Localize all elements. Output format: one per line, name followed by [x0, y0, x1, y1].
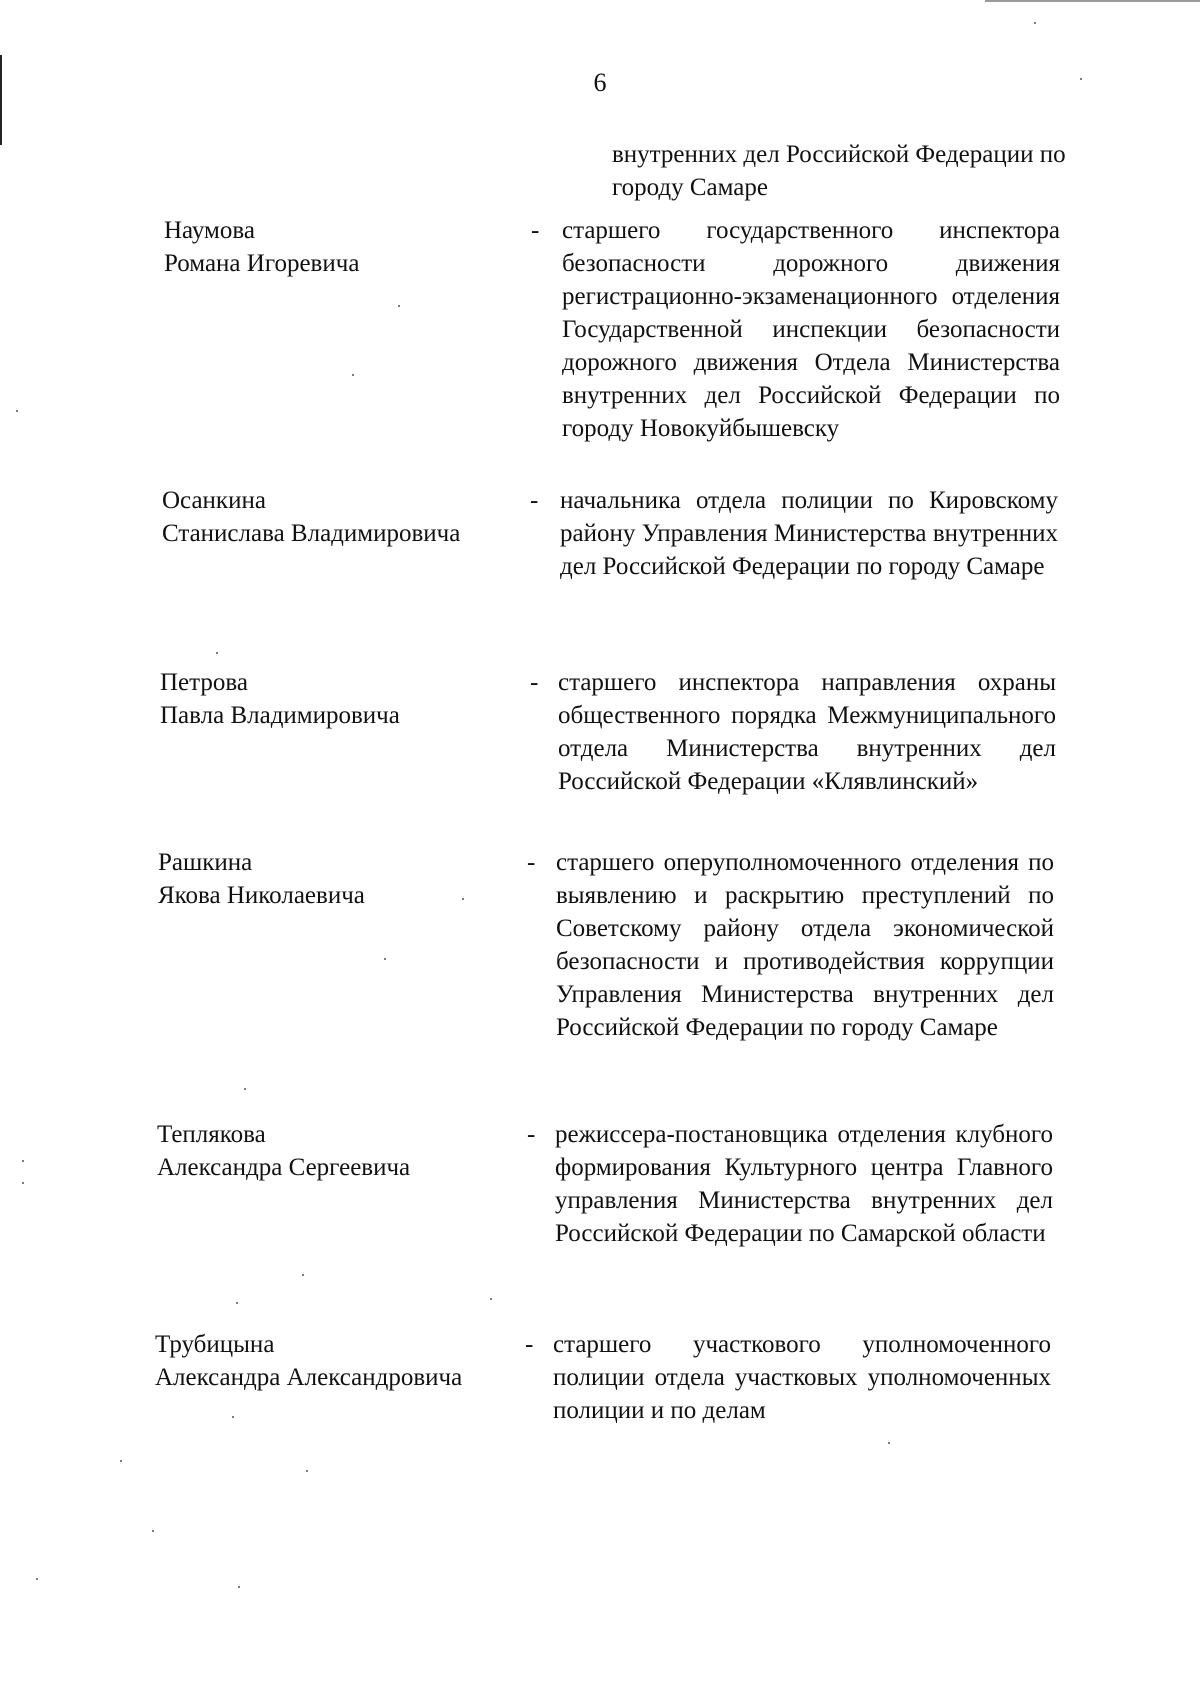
entry-dash: -: [525, 1331, 534, 1358]
scan-speck: [120, 1460, 122, 1462]
continued-position-text: внутренних дел Российской Федерации по городу Самаре: [612, 141, 1066, 201]
appointee-name: [155, 1328, 535, 1394]
scan-speck: [152, 1530, 154, 1532]
scan-speck: [244, 1088, 246, 1090]
entry-dash: -: [527, 1121, 536, 1148]
appointee-position: начальника отдела полиции по Кировскому району Управления Министерства внутренних дел Российской Федерации по городу Самаре: [560, 487, 1058, 580]
scan-speck: [238, 1586, 240, 1588]
scan-speck: [22, 1160, 24, 1162]
appointee-given-names: Якова Николаевича: [158, 882, 365, 909]
appointee-surname: Рашкина: [158, 849, 253, 876]
appointee-surname: Трубицына: [155, 1331, 275, 1358]
scan-speck: [302, 1274, 304, 1276]
appointee-surname: Осанкина: [162, 487, 266, 514]
appointee-position: старшего инспектора направления охраны общественного порядка Межмуниципального отдела Министерства внутренних дел Российской Федерации «Клявлинский»: [558, 669, 1056, 795]
appointee-given-names: Александра Сергеевича: [157, 1154, 411, 1181]
entry-dash: -: [527, 849, 536, 876]
scan-edge-line: [985, 0, 1200, 2]
entry-dash: -: [530, 487, 539, 514]
appointee-position: старшего участкового уполномоченного полиции отдела участковых уполномоченных полиции и по делам: [553, 1331, 1051, 1424]
scan-speck: [352, 374, 354, 376]
scan-speck: [1034, 22, 1036, 24]
appointee-name: [158, 846, 538, 912]
appointee-name: [160, 666, 540, 732]
scan-speck: [490, 1298, 492, 1300]
appointee-position: режиссера-постановщика отделения клубного формирования Культурного центра Главного управления Министерства внутренних дел Российской Федерации по Самарской области: [555, 1121, 1053, 1247]
page-number: 6: [593, 68, 607, 97]
appointee-given-names: Романа Игоревича: [164, 250, 360, 277]
appointee-surname: Петрова: [160, 669, 248, 696]
appointee-position: старшего государственного инспектора безопасности дорожного движения регистрационно-экзаменационного отделения Государственной инспекции безопасности дорожного движения Отдела Министерства внутренних дел Российской Федерации по городу Новокуйбышевску: [562, 217, 1060, 442]
scan-speck: [216, 652, 218, 654]
appointee-position: старшего оперуполномоченного отделения по выявлению и раскрытию преступлений по Советскому району отдела экономической безопасности и противодействия коррупции Управления Министерства внутренних дел Российской Федерации по городу Самаре: [556, 849, 1054, 1041]
scan-speck: [22, 1182, 24, 1184]
appointee-name: [157, 1118, 537, 1184]
appointee-surname: Теплякова: [157, 1121, 266, 1148]
entry-dash: -: [530, 669, 539, 696]
appointee-given-names: Павла Владимировича: [160, 702, 400, 729]
scan-speck: [1080, 78, 1082, 80]
scan-speck: [232, 1416, 234, 1418]
appointee-surname: Наумова: [164, 217, 255, 244]
scan-speck: [462, 898, 464, 900]
appointee-name: [164, 214, 544, 280]
scan-speck: [36, 1578, 38, 1580]
appointee-given-names: Станислава Владимировича: [162, 520, 461, 547]
scan-speck: [306, 1470, 308, 1472]
scan-speck: [398, 305, 400, 307]
entry-dash: -: [531, 217, 540, 244]
scan-speck: [16, 410, 18, 412]
appointee-name: [162, 484, 542, 550]
appointee-given-names: Александра Александровича: [155, 1364, 463, 1391]
scan-speck: [236, 1302, 238, 1304]
scan-speck: [888, 1442, 890, 1444]
scan-speck: [384, 958, 386, 960]
